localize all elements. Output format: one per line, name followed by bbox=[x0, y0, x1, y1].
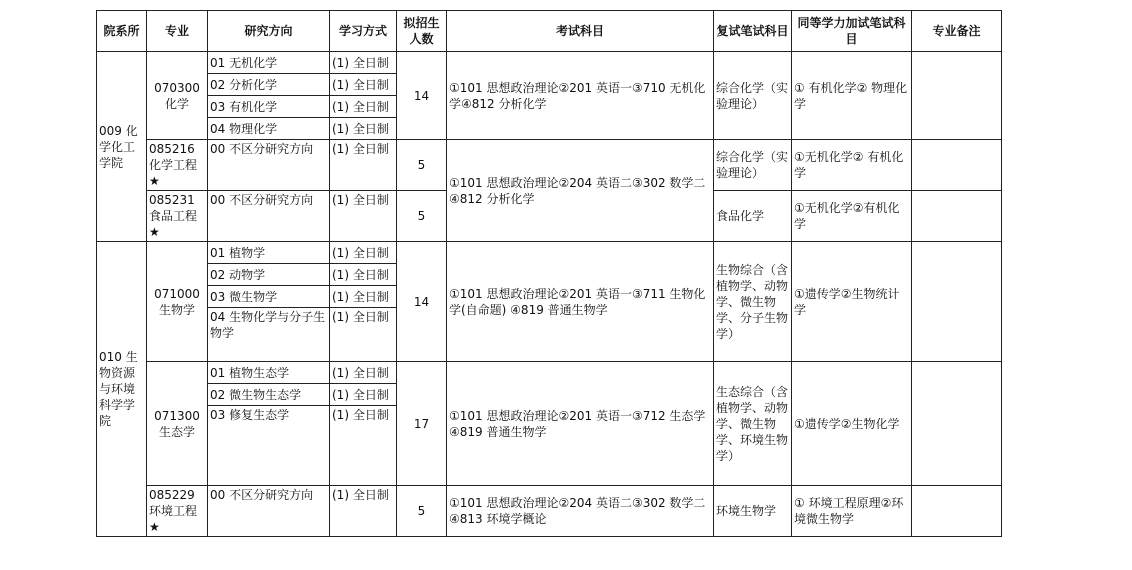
table-row bbox=[97, 362, 1002, 384]
table-row bbox=[97, 52, 1002, 74]
header-enrollment: 拟招生人数 bbox=[397, 11, 447, 52]
header-study-mode: 学习方式 bbox=[330, 11, 397, 52]
equivalent-subjects: ①遗传学②生物化学 bbox=[792, 362, 912, 486]
table-row bbox=[97, 242, 1002, 264]
equivalent-subjects: ①无机化学②有机化学 bbox=[792, 191, 912, 242]
study-mode: (1) 全日制 bbox=[330, 362, 397, 384]
enrollment-count: 14 bbox=[397, 52, 447, 140]
enrollment-count: 5 bbox=[397, 140, 447, 191]
admissions-table bbox=[96, 10, 1002, 537]
major-note bbox=[912, 52, 1002, 140]
header-department: 院系所 bbox=[97, 11, 147, 52]
equivalent-subjects: ① 环境工程原理②环境微生物学 bbox=[792, 486, 912, 537]
retest-subjects: 综合化学（实验理论） bbox=[714, 140, 792, 191]
retest-subjects: 生物综合（含植物学、动物学、微生物学、分子生物学） bbox=[714, 242, 792, 362]
major-note bbox=[912, 242, 1002, 362]
exam-subjects: ①101 思想政治理论②204 英语二③302 数学二④812 分析化学 bbox=[447, 140, 714, 242]
study-mode: (1) 全日制 bbox=[330, 118, 397, 140]
header-equivalent-subjects: 同等学力加试笔试科目 bbox=[792, 11, 912, 52]
major-code: 085229 环境工程★ bbox=[147, 486, 208, 537]
research-direction: 00 不区分研究方向 bbox=[208, 191, 330, 242]
table-row bbox=[97, 486, 1002, 537]
header-row bbox=[97, 11, 1002, 52]
equivalent-subjects: ①无机化学② 有机化学 bbox=[792, 140, 912, 191]
research-direction: 03 有机化学 bbox=[208, 96, 330, 118]
department-name: 010 生物资源与环境科学学院 bbox=[97, 242, 147, 537]
research-direction: 03 修复生态学 bbox=[208, 406, 330, 486]
research-direction: 01 植物学 bbox=[208, 242, 330, 264]
research-direction: 04 生物化学与分子生物学 bbox=[208, 308, 330, 362]
exam-subjects: ①101 思想政治理论②201 英语一③710 无机化学④812 分析化学 bbox=[447, 52, 714, 140]
research-direction: 04 物理化学 bbox=[208, 118, 330, 140]
research-direction: 01 无机化学 bbox=[208, 52, 330, 74]
enrollment-count: 14 bbox=[397, 242, 447, 362]
major-note bbox=[912, 191, 1002, 242]
study-mode: (1) 全日制 bbox=[330, 264, 397, 286]
major-note bbox=[912, 140, 1002, 191]
study-mode: (1) 全日制 bbox=[330, 52, 397, 74]
enrollment-count: 17 bbox=[397, 362, 447, 486]
study-mode: (1) 全日制 bbox=[330, 486, 397, 537]
exam-subjects: ①101 思想政治理论②201 英语一③712 生态学④819 普通生物学 bbox=[447, 362, 714, 486]
header-major: 专业 bbox=[147, 11, 208, 52]
major-note bbox=[912, 362, 1002, 486]
major-code: 071000 生物学 bbox=[147, 242, 208, 362]
header-direction: 研究方向 bbox=[208, 11, 330, 52]
research-direction: 02 分析化学 bbox=[208, 74, 330, 96]
research-direction: 00 不区分研究方向 bbox=[208, 140, 330, 191]
study-mode: (1) 全日制 bbox=[330, 384, 397, 406]
research-direction: 02 微生物生态学 bbox=[208, 384, 330, 406]
exam-subjects: ①101 思想政治理论②201 英语一③711 生物化学(自命题) ④819 普通生物学 bbox=[447, 242, 714, 362]
study-mode: (1) 全日制 bbox=[330, 96, 397, 118]
equivalent-subjects: ①遗传学②生物统计学 bbox=[792, 242, 912, 362]
study-mode: (1) 全日制 bbox=[330, 308, 397, 362]
major-code: 071300 生态学 bbox=[147, 362, 208, 486]
major-code: 085231 食品工程★ bbox=[147, 191, 208, 242]
exam-subjects: ①101 思想政治理论②204 英语二③302 数学二④813 环境学概论 bbox=[447, 486, 714, 537]
research-direction: 03 微生物学 bbox=[208, 286, 330, 308]
study-mode: (1) 全日制 bbox=[330, 140, 397, 191]
retest-subjects: 环境生物学 bbox=[714, 486, 792, 537]
study-mode: (1) 全日制 bbox=[330, 74, 397, 96]
study-mode: (1) 全日制 bbox=[330, 286, 397, 308]
retest-subjects: 食品化学 bbox=[714, 191, 792, 242]
research-direction: 00 不区分研究方向 bbox=[208, 486, 330, 537]
major-code: 085216 化学工程★ bbox=[147, 140, 208, 191]
enrollment-count: 5 bbox=[397, 191, 447, 242]
retest-subjects: 综合化学（实验理论） bbox=[714, 52, 792, 140]
study-mode: (1) 全日制 bbox=[330, 406, 397, 486]
research-direction: 02 动物学 bbox=[208, 264, 330, 286]
retest-subjects: 生态综合（含植物学、动物学、微生物学、环境生物学） bbox=[714, 362, 792, 486]
enrollment-count: 5 bbox=[397, 486, 447, 537]
department-name: 009 化学化工学院 bbox=[97, 52, 147, 242]
study-mode: (1) 全日制 bbox=[330, 191, 397, 242]
research-direction: 01 植物生态学 bbox=[208, 362, 330, 384]
major-note bbox=[912, 486, 1002, 537]
header-exam-subjects: 考试科目 bbox=[447, 11, 714, 52]
header-retest-subjects: 复试笔试科目 bbox=[714, 11, 792, 52]
study-mode: (1) 全日制 bbox=[330, 242, 397, 264]
major-code: 070300 化学 bbox=[147, 52, 208, 140]
admissions-table-container bbox=[96, 10, 1002, 537]
header-major-notes: 专业备注 bbox=[912, 11, 1002, 52]
equivalent-subjects: ① 有机化学② 物理化学 bbox=[792, 52, 912, 140]
